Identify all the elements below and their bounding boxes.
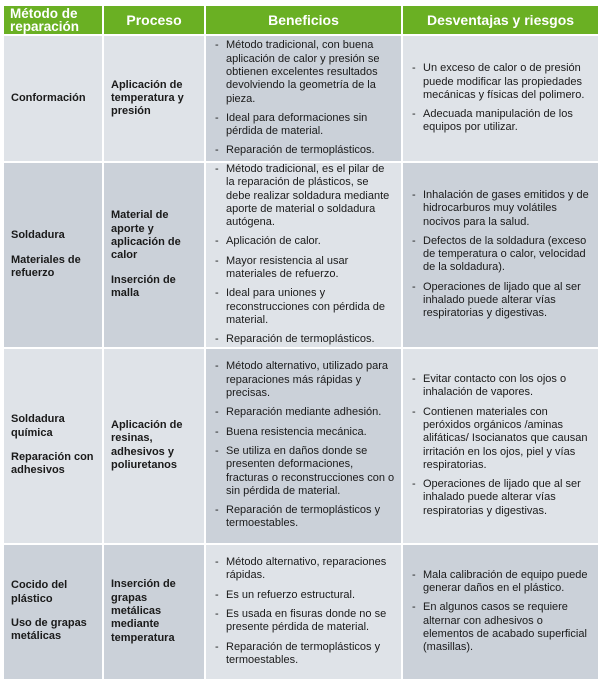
metodo-text: Uso de grapas metálicas [11, 617, 87, 643]
list-item: - Contienen materiales con peróxidos orgánicos /aminas alifáticas/ Isocianatos que causan irritación en los ojos, piel y vías respiratorias. [411, 406, 592, 472]
metodo-text: Soldadura química [11, 413, 65, 439]
list-item: - Método alternativo, utilizado para reparaciones más rápidas y precisas. [214, 360, 395, 400]
proceso-cell [103, 162, 205, 348]
repair-methods-table [2, 4, 600, 681]
list-item: - Mayor resistencia al usar materiales de refuerzo. [214, 255, 395, 282]
list-item: - Es usada en fisuras donde no se presente pérdida de material. [214, 608, 395, 635]
header-proceso: Proceso [103, 5, 205, 35]
list-item: - Método tradicional, es el pilar de la reparación de plásticos, se debe realizar soldadura mediante aporte de material o soldadura autógena. [214, 163, 395, 229]
proceso-cell [103, 348, 205, 544]
list-item: - Defectos de la soldadura (exceso de temperatura o calor, velocidad de la soldadura). [411, 235, 592, 275]
metodo-text: Soldadura [11, 229, 65, 242]
list-item: - Aplicación de calor. [214, 235, 395, 248]
list-item: - En algunos casos se requiere alternar con adhesivos o elementos de acabado superficial (masillas). [411, 601, 592, 654]
list-item: - Ideal para uniones y reconstrucciones con pérdida de material. [214, 287, 395, 327]
list-item: - Se utiliza en daños donde se presenten deformaciones, fracturas o reconstrucciones con o sin pérdida de material. [214, 445, 395, 498]
desventajas-cell [402, 35, 599, 162]
metodo-cell [3, 348, 103, 544]
proceso-text: Inserción de malla [111, 273, 176, 299]
desventajas-list [411, 189, 592, 321]
desventajas-cell [402, 162, 599, 348]
list-item: - Operaciones de lijado que al ser inhalado puede alterar vías respiratorias y digestivas. [411, 478, 592, 518]
list-item: - Operaciones de lijado que al ser inhalado puede alterar vías respiratorias y digestivas. [411, 281, 592, 321]
metodo-text: Conformación [11, 91, 86, 104]
list-item: - Es un refuerzo estructural. [214, 589, 395, 602]
metodo-text: Materiales de refuerzo [11, 253, 81, 279]
beneficios-cell [205, 162, 402, 348]
list-item: - Método tradicional, con buena aplicación de calor y presión se obtienen excelentes resultados devolviendo la geometría de la pieza. [214, 39, 395, 105]
desventajas-cell [402, 544, 599, 680]
list-item: - Reparación de termoplásticos y termoestables. [214, 641, 395, 668]
beneficios-list [214, 556, 395, 667]
header-beneficios: Beneficios [205, 5, 402, 35]
table-row [3, 35, 599, 162]
desventajas-cell [402, 348, 599, 544]
beneficios-list [214, 39, 395, 157]
metodo-text: Cocido del plástico [11, 579, 68, 605]
header-metodo: Método de reparación [3, 5, 103, 35]
list-item: - Adecuada manipulación de los equipos por utilizar. [411, 108, 592, 135]
metodo-cell [3, 544, 103, 680]
table-row [3, 544, 599, 680]
proceso-text: Inserción de grapas metálicas mediante temperatura [111, 578, 176, 644]
list-item: - Mala calibración de equipo puede generar daños en el plástico. [411, 569, 592, 596]
table-row [3, 162, 599, 348]
desventajas-list [411, 62, 592, 134]
desventajas-list [411, 569, 592, 655]
beneficios-list [214, 360, 395, 530]
list-item: - Inhalación de gases emitidos y de hidrocarburos muy volátiles nocivos para la salud. [411, 189, 592, 229]
list-item: - Buena resistencia mecánica. [214, 426, 395, 439]
list-item: - Reparación de termoplásticos y termoestables. [214, 504, 395, 531]
list-item: - Reparación de termoplásticos. [214, 144, 395, 157]
list-item: - Reparación mediante adhesión. [214, 406, 395, 419]
proceso-cell [103, 35, 205, 162]
proceso-cell [103, 544, 205, 680]
header-desventajas: Desventajas y riesgos [402, 5, 599, 35]
metodo-text: Reparación con adhesivos [11, 451, 94, 477]
beneficios-cell [205, 35, 402, 162]
beneficios-cell [205, 544, 402, 680]
desventajas-list [411, 373, 592, 518]
beneficios-list [214, 163, 395, 347]
list-item: - Reparación de termoplásticos. [214, 333, 395, 346]
beneficios-cell [205, 348, 402, 544]
proceso-text: Aplicación de temperatura y presión [111, 78, 184, 118]
table-header-row [3, 5, 599, 35]
proceso-text: Aplicación de resinas, adhesivos y poliuretanos [111, 418, 183, 471]
list-item: - Un exceso de calor o de presión puede modificar las propiedades mecánicas y físicas del polimero. [411, 62, 592, 102]
repair-methods-table-container [2, 4, 598, 681]
metodo-cell [3, 35, 103, 162]
list-item: - Método alternativo, reparaciones rápidas. [214, 556, 395, 583]
list-item: - Ideal para deformaciones sin pérdida de material. [214, 112, 395, 139]
list-item: - Evitar contacto con los ojos o inhalación de vapores. [411, 373, 592, 400]
proceso-text: Material de aporte y aplicación de calor [111, 209, 181, 262]
metodo-cell [3, 162, 103, 348]
table-row [3, 348, 599, 544]
